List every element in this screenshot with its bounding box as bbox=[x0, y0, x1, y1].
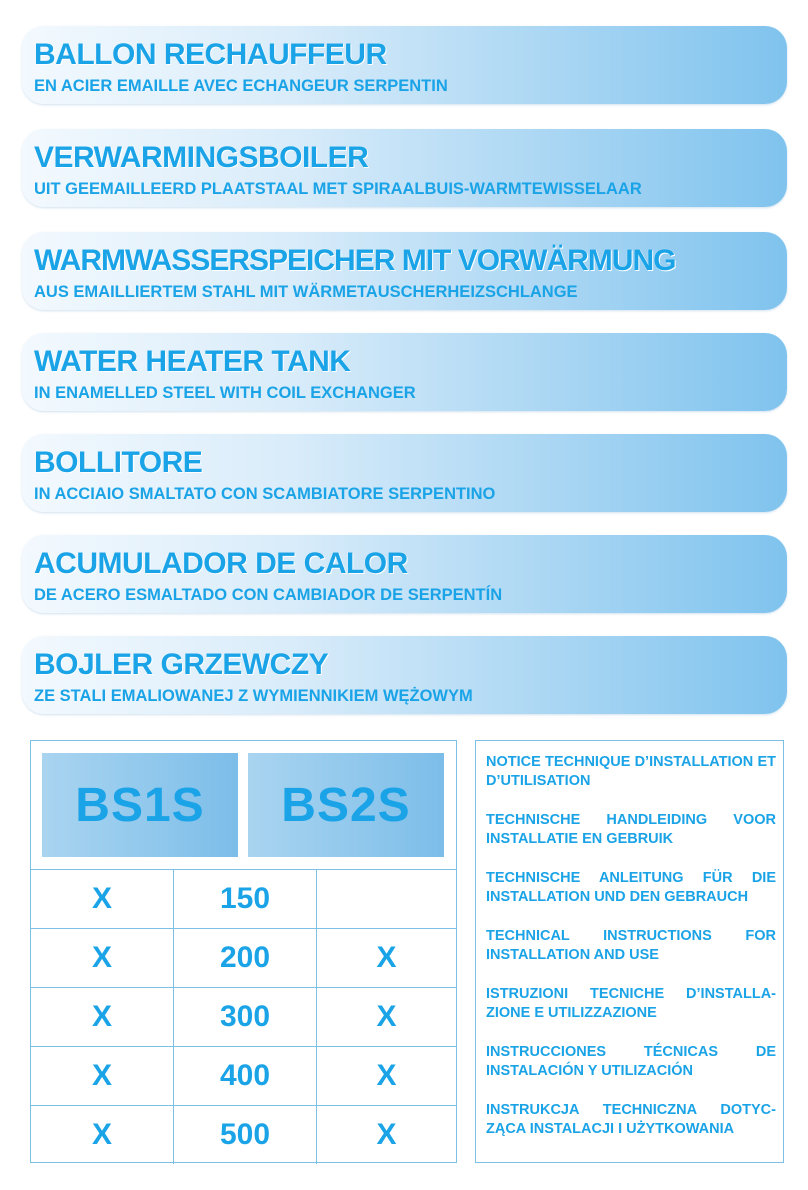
model-capacity-table bbox=[30, 740, 457, 1163]
banner-polish bbox=[22, 636, 787, 714]
capacity-cell: 300 bbox=[174, 988, 317, 1047]
model-header-bs2s: BS2S bbox=[248, 753, 444, 857]
table-row bbox=[31, 988, 456, 1047]
bs1s-cell: X bbox=[31, 1106, 174, 1165]
banner-subtitle: AUS EMAILLIERTEM STAHL MIT WÄRMETAUSCHERHEIZSCHLANGE bbox=[34, 283, 578, 301]
banner-subtitle: ZE STALI EMALIOWANEJ Z WYMIENNIKIEM WĘŻOWYM bbox=[34, 687, 473, 705]
banner-title: ACUMULADOR DE CALOR bbox=[34, 547, 408, 580]
bs2s-cell: X bbox=[317, 929, 457, 988]
banner-dutch bbox=[22, 129, 787, 207]
banner-title: BOLLITORE bbox=[34, 446, 203, 479]
banner-subtitle: UIT GEEMAILLEERD PLAATSTAAL MET SPIRAALBUIS-WARMTEWISSELAAR bbox=[34, 180, 642, 198]
banner-english bbox=[22, 333, 787, 411]
bs1s-cell: X bbox=[31, 929, 174, 988]
banner-title: BOJLER GRZEWCZY bbox=[34, 648, 329, 681]
table-row bbox=[31, 870, 456, 929]
table-row bbox=[31, 929, 456, 988]
banner-subtitle: DE ACERO ESMALTADO CON CAMBIADOR DE SERPENTÍN bbox=[34, 586, 503, 604]
capacity-cell: 200 bbox=[174, 929, 317, 988]
banner-title: WARMWASSERSPEICHER MIT VORWÄRMUNG bbox=[34, 244, 676, 277]
manual-title-spanish: INSTRUCCIONES TÉCNICAS DE INSTALACIÓN Y UTILIZACIÓN bbox=[486, 1044, 776, 1079]
banner-subtitle: EN ACIER EMAILLE AVEC ECHANGEUR SERPENTIN bbox=[34, 77, 448, 95]
bs2s-cell: X bbox=[317, 1047, 457, 1106]
banner-title: VERWARMINGSBOILER bbox=[34, 141, 369, 174]
capacity-grid bbox=[31, 869, 456, 1164]
bs1s-cell: X bbox=[31, 870, 174, 929]
banner-french bbox=[22, 26, 787, 104]
banner-subtitle: IN ACCIAIO SMALTATO CON SCAMBIATORE SERPENTINO bbox=[34, 485, 496, 503]
banner-title: BALLON RECHAUFFEUR bbox=[34, 38, 387, 71]
bs2s-cell bbox=[317, 870, 457, 929]
banner-german bbox=[22, 232, 787, 310]
banner-subtitle: IN ENAMELLED STEEL WITH COIL EXCHANGER bbox=[34, 384, 416, 402]
bs1s-cell: X bbox=[31, 1047, 174, 1106]
capacity-cell: 150 bbox=[174, 870, 317, 929]
table-row bbox=[31, 1047, 456, 1106]
bs1s-cell: X bbox=[31, 988, 174, 1047]
manual-title-italian: ISTRUZIONI TECNICHE D’INSTALLA-ZIONE E UTILIZZAZIONE bbox=[486, 986, 776, 1021]
banner-title: WATER HEATER TANK bbox=[34, 345, 351, 378]
manual-title-german: TECHNISCHE ANLEITUNG FÜR DIE INSTALLATION UND DEN GEBRAUCH bbox=[486, 870, 776, 905]
banner-spanish bbox=[22, 535, 787, 613]
manual-title-polish: INSTRUKCJA TECHNICZNA DOTYC-ZĄCA INSTALACJI I UŻYTKOWANIA bbox=[486, 1102, 776, 1137]
table-row bbox=[31, 1106, 456, 1165]
manual-titles-box bbox=[475, 740, 784, 1163]
manual-title-french: NOTICE TECHNIQUE D’INSTALLATION ET D’UTILISATION bbox=[486, 754, 776, 789]
capacity-cell: 500 bbox=[174, 1106, 317, 1165]
bs2s-cell: X bbox=[317, 988, 457, 1047]
banner-italian bbox=[22, 434, 787, 512]
bs2s-cell: X bbox=[317, 1106, 457, 1165]
manual-title-dutch: TECHNISCHE HANDLEIDING VOOR INSTALLATIE EN GEBRUIK bbox=[486, 812, 776, 847]
capacity-cell: 400 bbox=[174, 1047, 317, 1106]
manual-title-english: TECHNICAL INSTRUCTIONS FOR INSTALLATION AND USE bbox=[486, 928, 776, 963]
model-header-bs1s: BS1S bbox=[42, 753, 238, 857]
